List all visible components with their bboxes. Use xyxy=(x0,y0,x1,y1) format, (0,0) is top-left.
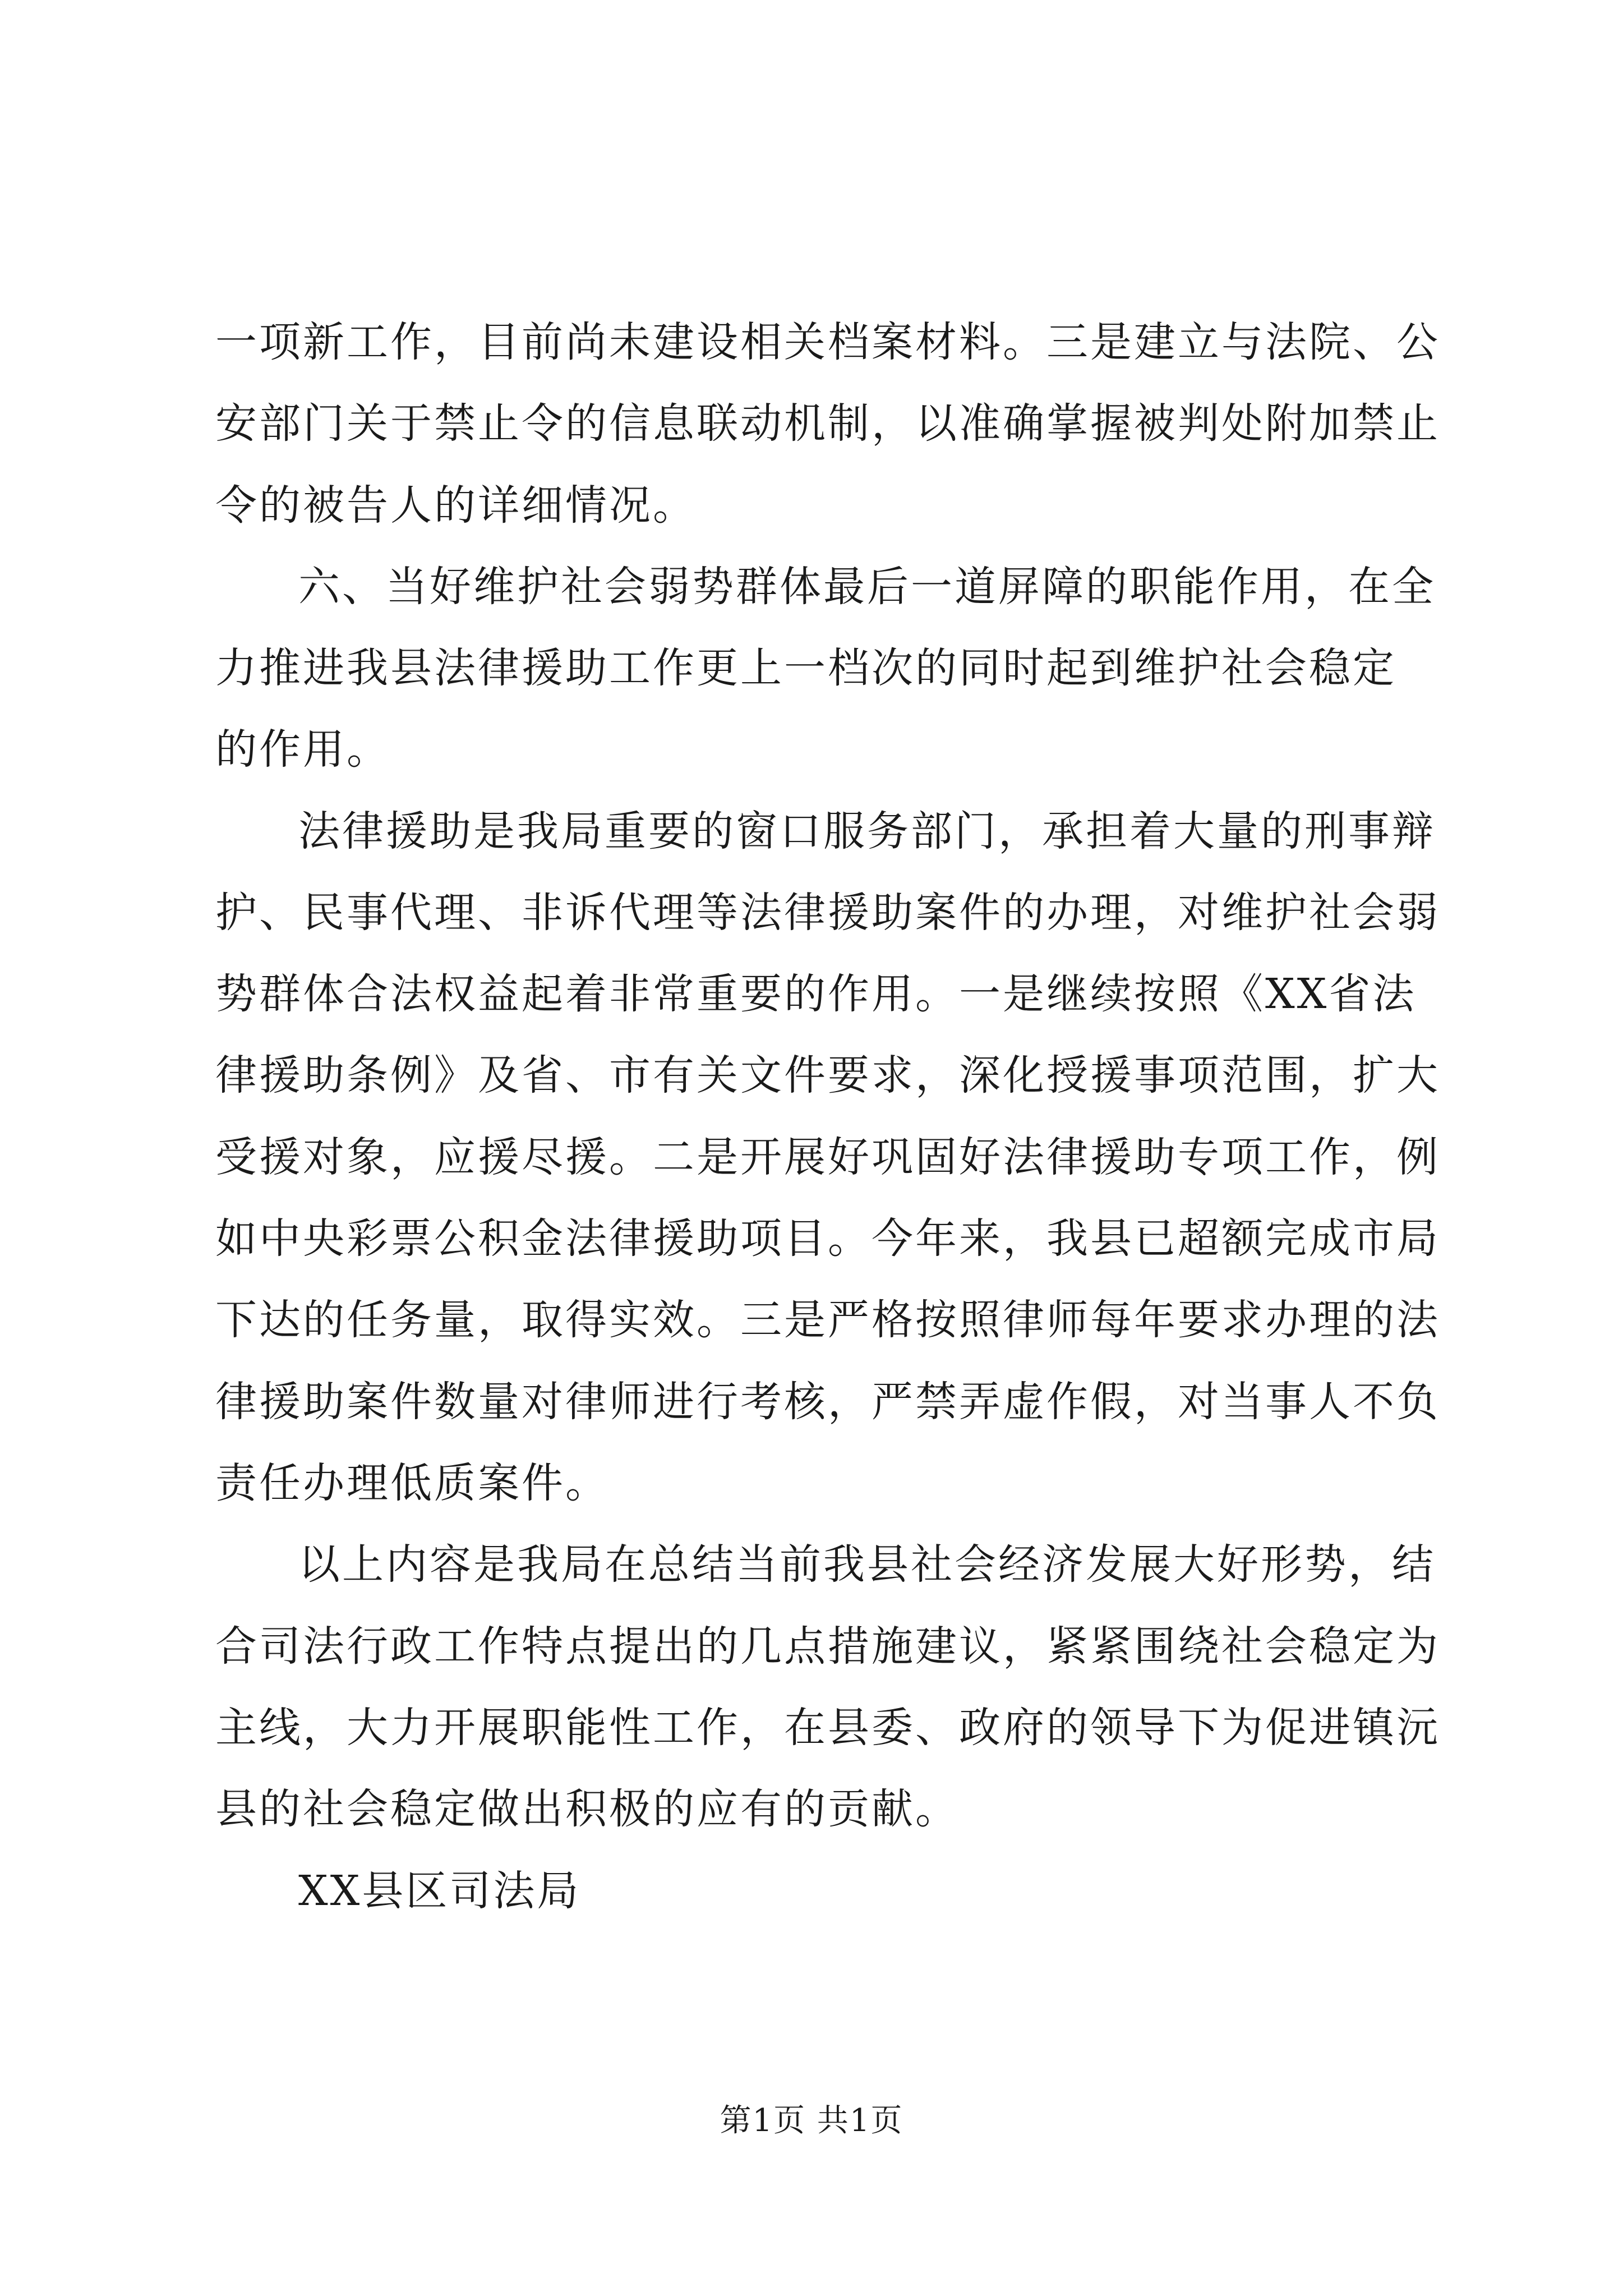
page-number-footer: 第1页 共1页 xyxy=(720,2102,903,2139)
paragraph-line: 一项新工作，目前尚未建设相关档案材料。三是建立与法院、公 xyxy=(215,318,1440,366)
paragraph-line: 如中央彩票公积金法律援助项目。今年来，我县已超额完成市局 xyxy=(215,1214,1440,1263)
paragraph-line: 律援助案件数量对律师进行考核，严禁弄虚作假，对当事人不负 xyxy=(215,1378,1440,1426)
paragraph-line: 令的被告人的详细情况。 xyxy=(215,481,697,530)
paragraph-line: 力推进我县法律援助工作更上一档次的同时起到维护社会稳定 xyxy=(215,644,1396,692)
paragraph-line: 合司法行政工作特点提出的几点措施建议，紧紧围绕社会稳定为 xyxy=(215,1622,1440,1671)
paragraph-line: 护、民事代理、非诉代理等法律援助案件的办理，对维护社会弱 xyxy=(215,889,1440,937)
paragraph-line: 安部门关于禁止令的信息联动机制，以准确掌握被判处附加禁止 xyxy=(215,399,1440,448)
paragraph-line: 势群体合法权益起着非常重要的作用。一是继续按照《XX省法 xyxy=(215,970,1417,1018)
paragraph-line: 以上内容是我局在总结当前我县社会经济发展大好形势，结 xyxy=(298,1540,1436,1589)
paragraph-line: 县的社会稳定做出积极的应有的贡献。 xyxy=(215,1785,959,1833)
paragraph-line: 责任办理低质案件。 xyxy=(215,1459,609,1507)
paragraph-line: 受援对象，应援尽援。二是开展好巩固好法律援助专项工作，例 xyxy=(215,1133,1440,1181)
paragraph-line: 下达的任务量，取得实效。三是严格按照律师每年要求办理的法 xyxy=(215,1296,1440,1344)
paragraph-line: 的作用。 xyxy=(215,725,390,774)
paragraph-line: 法律援助是我局重要的窗口服务部门，承担着大量的刑事辩 xyxy=(298,807,1436,855)
section-heading-six: 六、当好维护社会弱势群体最后一道屏障的职能作用，在全 xyxy=(298,563,1436,611)
paragraph-line: 律援助条例》及省、市有关文件要求，深化授援事项范围，扩大 xyxy=(215,1051,1440,1099)
signature-organization: XX县区司法局 xyxy=(298,1867,581,1915)
paragraph-line: 主线，大力开展职能性工作，在县委、政府的领导下为促进镇沅 xyxy=(215,1704,1440,1752)
